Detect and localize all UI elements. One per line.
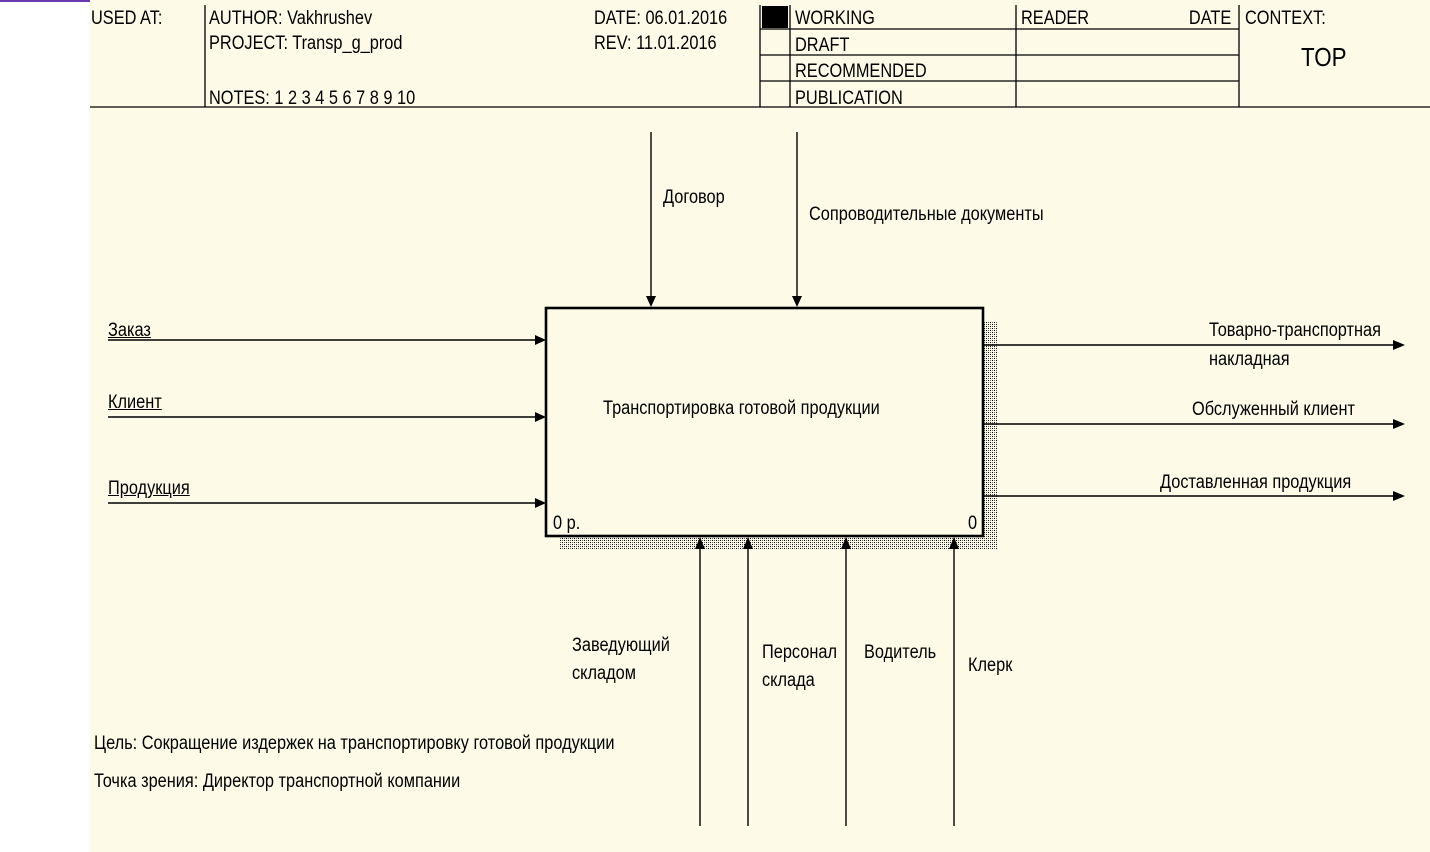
- notes-label: NOTES: 1 2 3 4 5 6 7 8 9 10: [209, 88, 416, 109]
- project-label: PROJECT: Transp_g_prod: [209, 33, 403, 54]
- status-working: WORKING: [795, 8, 875, 29]
- output-label-ttn-line2: накладная: [1209, 349, 1290, 370]
- author-label: AUTHOR: Vakhrushev: [209, 8, 373, 29]
- output-label-served-client: Обслуженный клиент: [1192, 399, 1356, 420]
- mechanism-arrow-staff: [743, 537, 753, 826]
- status-draft: DRAFT: [795, 35, 850, 56]
- input-arrow-client: [108, 412, 546, 422]
- input-label-client: Клиент: [108, 392, 162, 413]
- mechanism-label-driver: Водитель: [864, 642, 937, 663]
- viewpoint-text: Точка зрения: Директор транспортной компании: [94, 771, 461, 792]
- output-label-delivered: Доставленная продукция: [1160, 472, 1352, 493]
- mechanism-arrow-driver: [841, 537, 851, 826]
- status-recommended: RECOMMENDED: [795, 61, 927, 82]
- context-label: CONTEXT:: [1245, 8, 1326, 29]
- activity-box: [546, 308, 983, 536]
- control-arrow-contract: [646, 132, 656, 307]
- activity-title: Транспортировка готовой продукции: [603, 398, 880, 419]
- mechanism-label-clerk: Клерк: [968, 655, 1013, 676]
- output-label-ttn-line1: Товарно-транспортная: [1209, 320, 1381, 341]
- input-arrow-order: [108, 335, 546, 345]
- working-checkbox-filled: [762, 6, 788, 28]
- mechanism-label-warehouse-head-1: Заведующий: [572, 635, 670, 656]
- activity-cost: 0 р.: [553, 513, 581, 534]
- control-label-contract: Договор: [663, 187, 725, 208]
- reader-date-label: DATE: [1188, 8, 1231, 29]
- mechanism-label-staff-1: Персонал: [762, 642, 838, 663]
- control-arrow-documents: [792, 132, 802, 307]
- mechanism-label-warehouse-head-2: складом: [572, 663, 636, 684]
- date-label: DATE: 06.01.2016: [594, 8, 728, 29]
- status-publication: PUBLICATION: [795, 88, 903, 109]
- mechanism-arrow-warehouse-head: [695, 537, 705, 826]
- input-label-order: Заказ: [108, 320, 151, 341]
- reader-label: READER: [1021, 8, 1090, 29]
- mechanism-arrow-clerk: [949, 537, 959, 826]
- activity-number: 0: [968, 513, 978, 534]
- control-label-documents: Сопроводительные документы: [809, 204, 1044, 225]
- input-label-product: Продукция: [108, 478, 190, 499]
- context-value: TOP: [1301, 42, 1347, 72]
- goal-text: Цель: Сокращение издержек на транспортировку готовой продукции: [94, 733, 615, 754]
- rev-label: REV: 11.01.2016: [594, 33, 717, 54]
- mechanism-label-staff-2: склада: [762, 670, 815, 691]
- used-at-label: USED AT:: [91, 8, 163, 29]
